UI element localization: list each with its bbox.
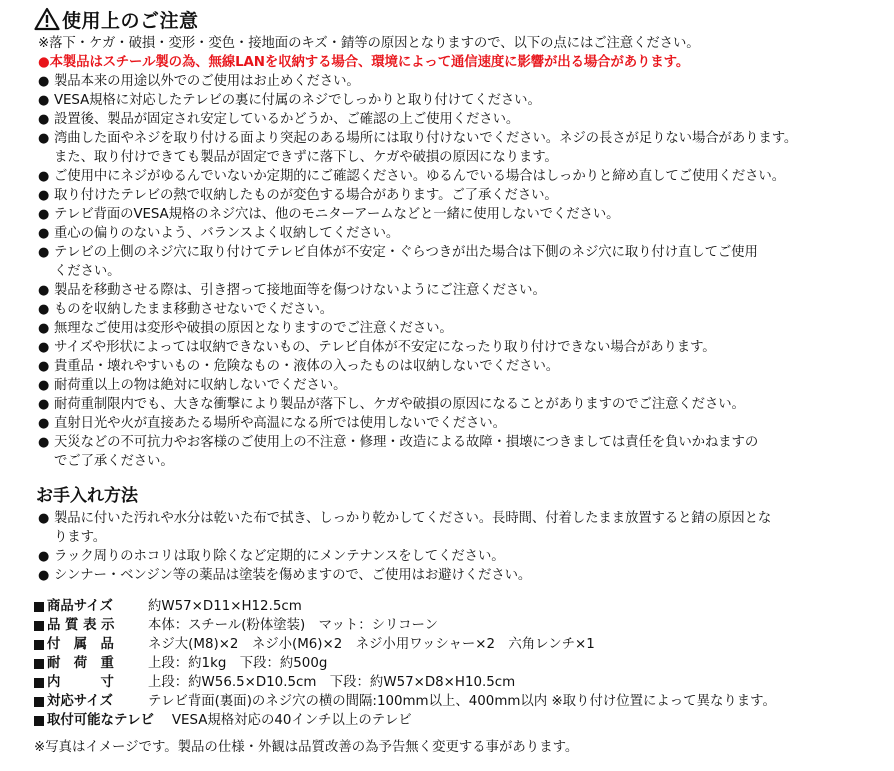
- spec-value: 約W57×D11×H12.5cm: [148, 599, 302, 614]
- list-item-text: ご使用中にネジがゆるんでいないか定期的にご確認ください。ゆるんでいる場合はしっかりと締め直してご使用ください。: [54, 169, 785, 184]
- list-item-text: ラック周りのホコリは取り除くなど定期的にメンテナンスをしてください。: [54, 549, 505, 564]
- list-item: [38, 319, 894, 338]
- list-item-text: 無理なご使用は変形や破損の原因となりますのでご注意ください。: [54, 321, 453, 336]
- list-item-text: 貴重品・壊れやすいもの・危険なもの・液体の入ったものは収納しないでください。: [54, 359, 560, 374]
- black-square-icon: [34, 654, 47, 673]
- bullet-icon: ●: [38, 397, 50, 412]
- footnote: ※写真はイメージです。製品の仕様・外観は品質改善の為予告無く変更する事があります。: [34, 740, 579, 755]
- list-item-text: 取り付けたテレビの熱で収納したものが変色する場合があります。ご了承ください。: [54, 188, 558, 203]
- spec-label: 取付可能なテレビ: [47, 713, 154, 728]
- bullet-icon: ●: [38, 74, 50, 89]
- bullet-icon: ●: [38, 131, 50, 146]
- spec-label: 耐 荷 重: [47, 656, 114, 671]
- list-item-text: 耐荷重制限内でも、大きな衝撃により製品が落下し、ケガや破損の原因になることがありますのでご注意ください。: [54, 397, 745, 412]
- list-item: [38, 281, 894, 300]
- list-item-text: シンナー・ベンジン等の薬品は塗装を傷めますので、ご使用はお避けください。: [54, 568, 532, 583]
- spec-label: 付 属 品: [47, 637, 114, 652]
- caution-title: 使用上のご注意: [62, 9, 199, 32]
- list-item-text: 製品本来の用途以外でのご使用はお止めください。: [54, 74, 360, 89]
- spec-row: [34, 597, 894, 616]
- list-item: [38, 243, 894, 281]
- spec-row: [34, 654, 894, 673]
- list-item: [38, 300, 894, 319]
- list-item: [38, 357, 894, 376]
- list-item: [38, 167, 894, 186]
- spec-list: [38, 597, 894, 730]
- list-item-text: ものを収納したまま移動させないでください。: [54, 302, 334, 317]
- care-list: [38, 509, 894, 585]
- list-item-text: 直射日光や火が直接あたる場所や高温になる所では使用しないでください。: [54, 416, 506, 431]
- bullet-icon: ●: [38, 549, 50, 564]
- list-item-text: 設置後、製品が固定され安定しているかどうか、ご確認の上ご使用ください。: [54, 112, 520, 127]
- black-square-icon: [34, 711, 47, 730]
- spec-value: 本体：スチール(粉体塗装) マット：シリコーン: [148, 618, 439, 633]
- spec-label: 商品サイズ: [47, 599, 113, 614]
- spec-value: 上段：約1kg 下段：約500g: [148, 656, 328, 671]
- list-item-text: テレビの上側のネジ穴に取り付けてテレビ自体が不安定・ぐらつきが出た場合は下側のネジ穴に取り付け直してご使用 ください。: [54, 245, 758, 279]
- spec-value: テレビ背面(裏面)のネジ穴の横の間隔:100mm以上、400mm以内 ※取り付け位置によって異なります。: [148, 694, 776, 709]
- black-square-icon: [34, 692, 47, 711]
- bullet-icon: ●: [38, 169, 50, 184]
- warning-triangle-icon: [34, 7, 60, 31]
- spec-value: ネジ大(M8)×2 ネジ小(M6)×2 ネジ小用ワッシャー×2 六角レンチ×1: [148, 637, 595, 652]
- care-title: お手入れ方法: [36, 486, 138, 506]
- list-item: [38, 395, 894, 414]
- black-square-icon: [34, 597, 47, 616]
- spec-row: [34, 616, 894, 635]
- list-item-text: 天災などの不可抗力やお客様のご使用上の不注意・修理・改造による故障・損壊につきましては責任を負いかねますの でご了承ください。: [54, 435, 759, 469]
- list-item: [38, 376, 894, 395]
- bullet-icon: ●: [38, 435, 50, 450]
- bullet-icon: ●: [38, 207, 50, 222]
- list-item-text: 製品を移動させる際は、引き摺って接地面等を傷つけないようにご注意ください。: [54, 283, 546, 298]
- caution-heading: [34, 4, 894, 34]
- list-item-text: 耐荷重以上の物は絶対に収納しないでください。: [54, 378, 347, 393]
- spec-row: [34, 711, 894, 730]
- list-item: [38, 224, 894, 243]
- spec-row: [34, 673, 894, 692]
- bullet-icon: ●: [38, 321, 50, 336]
- bullet-icon: ●: [38, 112, 50, 127]
- list-item: [38, 72, 894, 91]
- bullet-icon: ●: [38, 188, 50, 203]
- bullet-icon: ●: [38, 93, 50, 108]
- spec-label: 品 質 表 示: [47, 618, 115, 633]
- bullet-icon: ●: [38, 416, 50, 431]
- bullet-icon: ●: [38, 511, 50, 526]
- bullet-icon: ●: [38, 302, 50, 317]
- list-item-text: 湾曲した面やネジを取り付ける面より突起のある場所には取り付けないでください。ネジの長さが足りない場合があります。 また、取り付けできても製品が固定できずに落下し、ケガや破損の原因になります。: [54, 131, 798, 165]
- spec-label: 対応サイズ: [47, 694, 113, 709]
- bullet-icon: ●: [38, 378, 50, 393]
- list-item-text: サイズや形状によっては収納できないもの、テレビ自体が不安定になったり取り付けできない場合があります。: [54, 340, 716, 355]
- list-item-text: テレビ背面のVESA規格のネジ穴は、他のモニターアームなどと一緒に使用しないでください。: [54, 207, 620, 222]
- list-item: [38, 509, 894, 547]
- wireless-warning: ●本製品はスチール製の為、無線LANを収納する場合、環境によって通信速度に影響が出る場合があります。: [38, 55, 690, 70]
- spec-value: 上段：約W56.5×D10.5cm 下段：約W57×D8×H10.5cm: [148, 675, 516, 690]
- list-item: [38, 414, 894, 433]
- spec-label: 内 寸: [47, 675, 114, 690]
- spec-value: VESA規格対応の40インチ以上のテレビ: [171, 713, 412, 728]
- bullet-icon: ●: [38, 340, 50, 355]
- list-item: [38, 205, 894, 224]
- bullet-icon: ●: [38, 283, 50, 298]
- list-item: [38, 91, 894, 110]
- list-item-text: 製品に付いた汚れや水分は乾いた布で拭き、しっかり乾かしてください。長時間、付着したまま放置すると錆の原因とな ります。: [54, 511, 772, 545]
- black-square-icon: [34, 635, 47, 654]
- list-item: [38, 110, 894, 129]
- caution-intro: ※落下・ケガ・破損・変形・変色・接地面のキズ・錆等の原因となりますので、以下の点にはご注意ください。: [38, 36, 700, 51]
- list-item: [38, 186, 894, 205]
- bullet-icon: ●: [38, 226, 50, 241]
- spec-row: [34, 635, 894, 654]
- spec-row: [34, 692, 894, 711]
- list-item: [38, 547, 894, 566]
- list-item: [38, 129, 894, 167]
- bullet-icon: ●: [38, 568, 50, 583]
- list-item-text: VESA規格に対応したテレビの裏に付属のネジでしっかりと取り付けてください。: [54, 93, 541, 108]
- list-item-text: 重心の偏りのないよう、バランスよく収納してください。: [54, 226, 400, 241]
- black-square-icon: [34, 673, 47, 692]
- list-item: [38, 566, 894, 585]
- list-item: [38, 433, 894, 471]
- bullet-icon: ●: [38, 359, 50, 374]
- caution-list: [38, 72, 894, 471]
- bullet-icon: ●: [38, 245, 50, 260]
- list-item: [38, 338, 894, 357]
- black-square-icon: [34, 616, 47, 635]
